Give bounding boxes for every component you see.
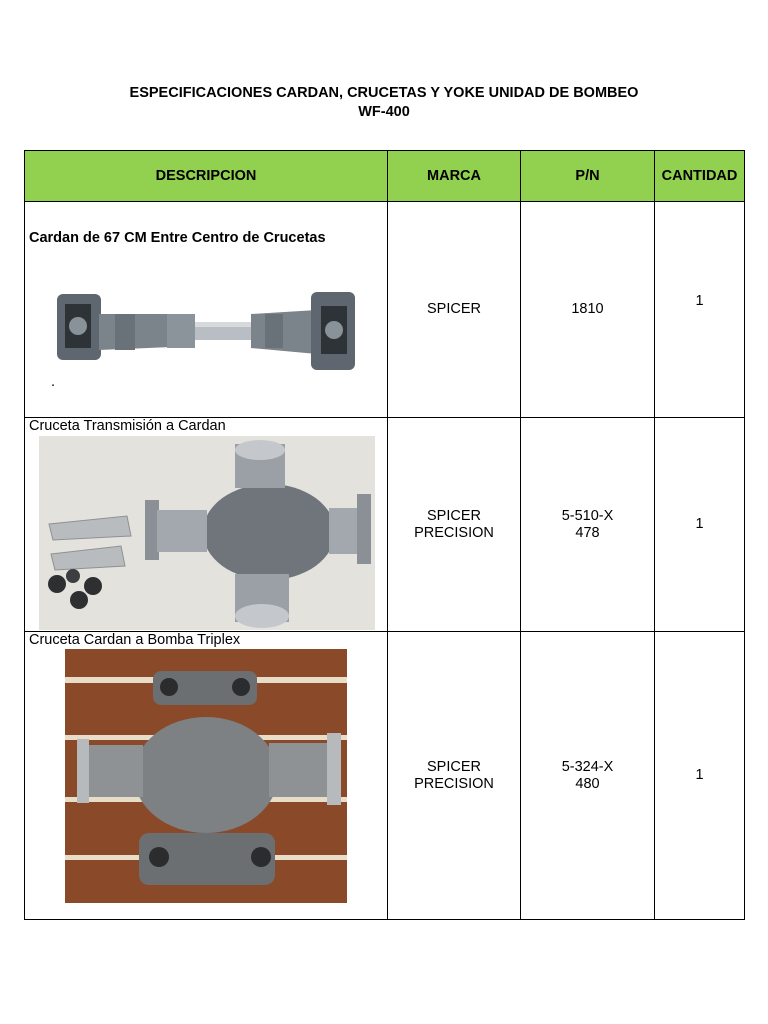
row1-descripcion-cell: [25, 202, 388, 418]
row1-pn-line1: 1810: [571, 301, 604, 317]
row3-marca-cell: [388, 632, 521, 920]
col-header-descripcion: DESCRIPCION: [25, 151, 388, 202]
row2-cantidad-cell: [655, 418, 745, 632]
row2-descripcion-cell: [25, 418, 388, 632]
document-title: [0, 84, 768, 122]
row3-pn-cell: [521, 632, 655, 920]
row3-pn-line2: 480: [575, 775, 600, 792]
row3-marca-line1: SPICER: [427, 758, 481, 775]
row2-marca-cell: [388, 418, 521, 632]
row2-descripcion: Cruceta Transmisión a Cardan: [29, 418, 226, 434]
row3-pn-line1: 5-324-X: [561, 758, 614, 775]
universal-joint-photo: [39, 436, 375, 630]
driveshaft-photo: [55, 284, 357, 384]
row2-pn-cell: [521, 418, 655, 632]
title-line-1: ESPECIFICACIONES CARDAN, CRUCETAS Y YOKE UNIDAD DE BOMBEO: [129, 85, 639, 101]
title-line-2: WF-400: [358, 104, 410, 120]
row2-pn-line1: 5-510-X: [561, 507, 614, 524]
row1-marca-line1: SPICER: [427, 301, 481, 317]
row1-pn-cell: [521, 202, 655, 418]
row2-cantidad: 1: [695, 516, 704, 532]
table-header-row: [25, 151, 745, 202]
row2-marca-line2: PRECISION: [414, 524, 494, 541]
spec-table: [24, 150, 745, 920]
row3-descripcion-cell: [25, 632, 388, 920]
row2-pn-line2: 478: [575, 524, 600, 541]
table-row: [25, 632, 745, 920]
row1-cantidad: 1: [695, 293, 704, 309]
row3-cantidad-cell: [655, 632, 745, 920]
col-header-pn: P/N: [521, 151, 655, 202]
row1-descripcion: Cardan de 67 CM Entre Centro de Crucetas: [29, 230, 326, 246]
row1-marca-cell: [388, 202, 521, 418]
row3-cantidad: 1: [695, 767, 704, 783]
row1-image-note: .: [51, 374, 56, 390]
table-row: [25, 418, 745, 632]
col-header-cantidad: CANTIDAD: [655, 151, 745, 202]
row2-marca-line1: SPICER: [427, 507, 481, 524]
table-row: [25, 202, 745, 418]
row3-descripcion: Cruceta Cardan a Bomba Triplex: [29, 632, 241, 648]
col-header-marca: MARCA: [388, 151, 521, 202]
row1-cantidad-cell: [655, 202, 745, 418]
universal-joint-wood-photo: [65, 649, 347, 903]
row3-marca-line2: PRECISION: [414, 775, 494, 792]
